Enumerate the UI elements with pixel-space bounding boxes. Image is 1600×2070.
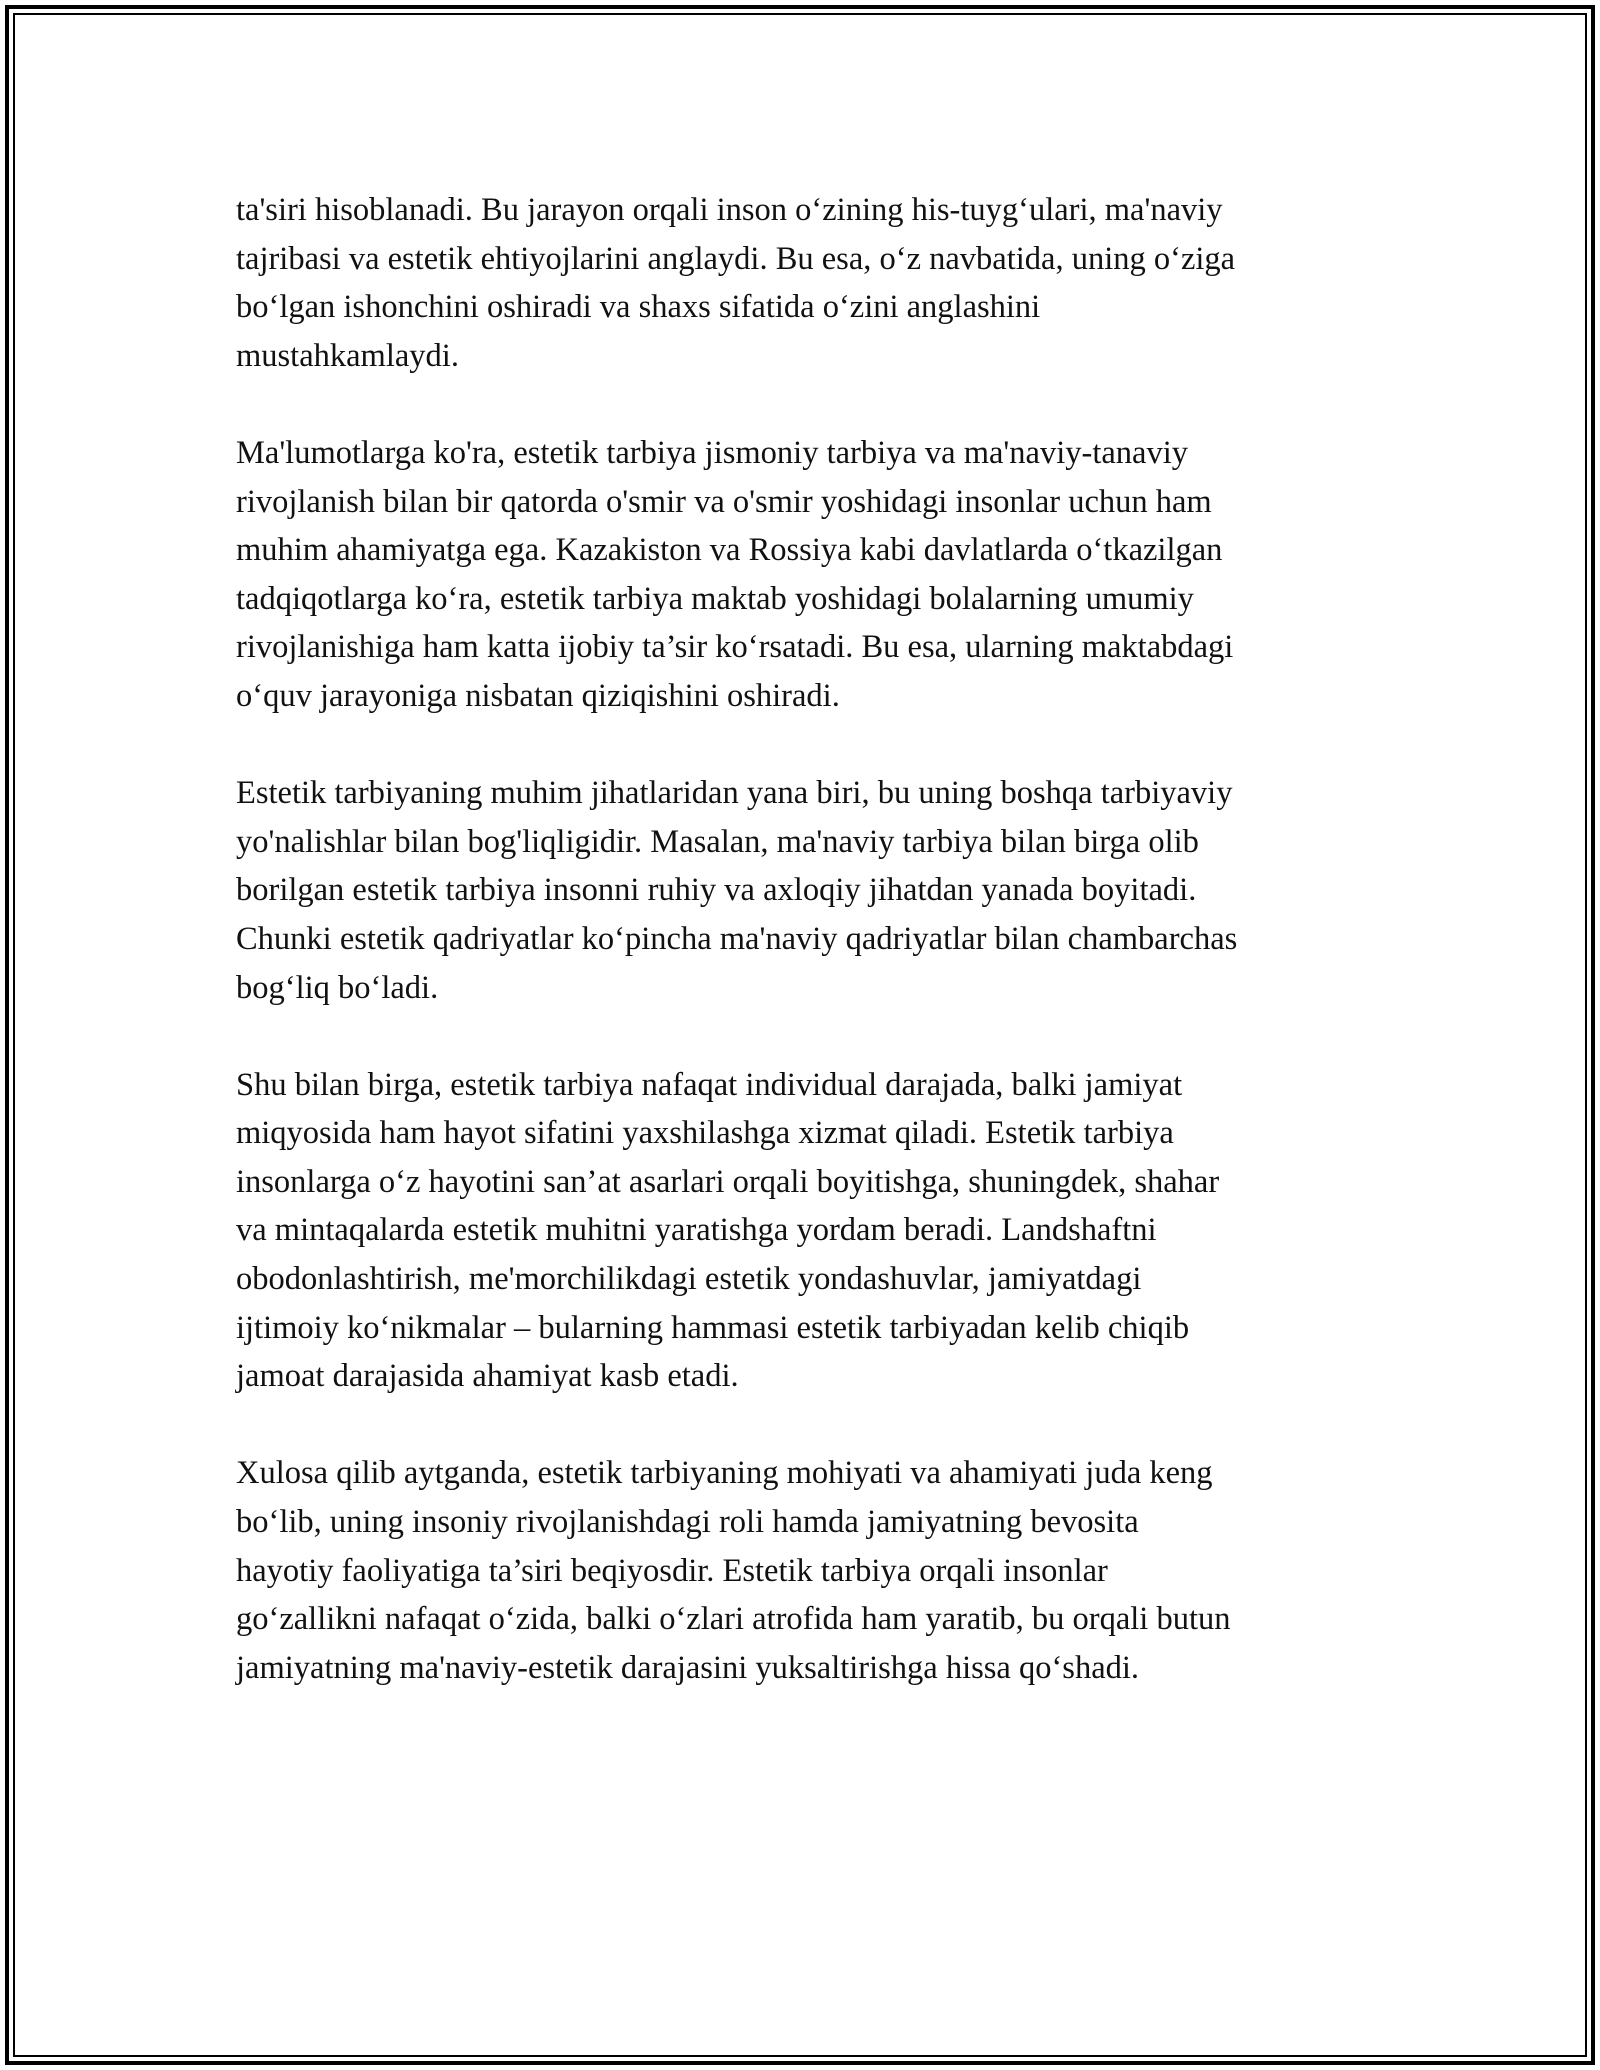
text-line: bo‘lgan ishonchini oshiradi va shaxs sifatida o‘zini anglashini: [236, 289, 1041, 326]
text-line: jamoat darajasida ahamiyat kasb etadi.: [236, 1358, 739, 1395]
paragraph-1: [236, 186, 1376, 380]
paragraph-2: [236, 429, 1376, 721]
text-line: obodonlashtirish, me'morchilikdagi estetik yondashuvlar, jamiyatdagi: [236, 1261, 1142, 1298]
document-body: [236, 186, 1376, 1741]
text-line: tadqiqotlarga ko‘ra, estetik tarbiya maktab yoshidagi bolalarning umumiy: [236, 580, 1194, 617]
text-line: borilgan estetik tarbiya insonni ruhiy va axloqiy jihatdan yanada boyitadi.: [236, 872, 1197, 909]
paragraph-4: [236, 1061, 1376, 1401]
text-line: insonlarga o‘z hayotini san’at asarlari orqali boyitishga, shuningdek, shahar: [236, 1163, 1220, 1200]
text-line: muhim ahamiyatga ega. Kazakiston va Rossiya kabi davlatlarda o‘tkazilgan: [236, 532, 1223, 569]
paragraph-3: [236, 769, 1376, 1012]
text-line: Estetik tarbiyaning muhim jihatlaridan yana biri, bu uning boshqa tarbiyaviy: [236, 775, 1233, 812]
text-line: rivojlanish bilan bir qatorda o'smir va o'smir yoshidagi insonlar uchun ham: [236, 483, 1212, 520]
text-line: va mintaqalarda estetik muhitni yaratishga yordam beradi. Landshaftni: [236, 1212, 1157, 1249]
text-line: mustahkamlaydi.: [236, 337, 459, 374]
text-line: Chunki estetik qadriyatlar ko‘pincha ma'naviy qadriyatlar bilan chambarchas: [236, 920, 1238, 957]
text-line: ta'siri hisoblanadi. Bu jarayon orqali inson o‘zining his-tuyg‘ulari, ma'naviy: [236, 192, 1223, 228]
text-line: go‘zallikni nafaqat o‘zida, balki o‘zlari atrofida ham yaratib, bu orqali butun: [236, 1601, 1231, 1638]
paragraph-5: [236, 1449, 1376, 1692]
text-line: yo'nalishlar bilan bog'liqligidir. Masalan, ma'naviy tarbiya bilan birga olib: [236, 823, 1199, 860]
text-line: ijtimoiy ko‘nikmalar – bularning hammasi estetik tarbiyadan kelib chiqib: [236, 1309, 1190, 1346]
text-line: Xulosa qilib aytganda, estetik tarbiyaning mohiyati va ahamiyati juda keng: [236, 1455, 1213, 1492]
text-line: bog‘liq bo‘ladi.: [236, 969, 439, 1006]
text-line: rivojlanishiga ham katta ijobiy ta’sir ko‘rsatadi. Bu esa, ularning maktabdagi: [236, 629, 1234, 666]
text-line: bo‘lib, uning insoniy rivojlanishdagi roli hamda jamiyatning bevosita: [236, 1504, 1139, 1541]
text-line: hayotiy faoliyatiga ta’siri beqiyosdir. Estetik tarbiya orqali insonlar: [236, 1552, 1108, 1589]
text-line: Ma'lumotlarga ko'ra, estetik tarbiya jismoniy tarbiya va ma'naviy-tanaviy: [236, 434, 1188, 471]
text-line: tajribasi va estetik ehtiyojlarini anglaydi. Bu esa, o‘z navbatida, uning o‘ziga: [236, 240, 1236, 277]
text-line: o‘quv jarayoniga nisbatan qiziqishini oshiradi.: [236, 677, 840, 714]
text-line: jamiyatning ma'naviy-estetik darajasini yuksaltirishga hissa qo‘shadi.: [236, 1649, 1140, 1686]
text-line: miqyosida ham hayot sifatini yaxshilashga xizmat qiladi. Estetik tarbiya: [236, 1115, 1174, 1152]
text-line: Shu bilan birga, estetik tarbiya nafaqat individual darajada, balki jamiyat: [236, 1066, 1183, 1103]
